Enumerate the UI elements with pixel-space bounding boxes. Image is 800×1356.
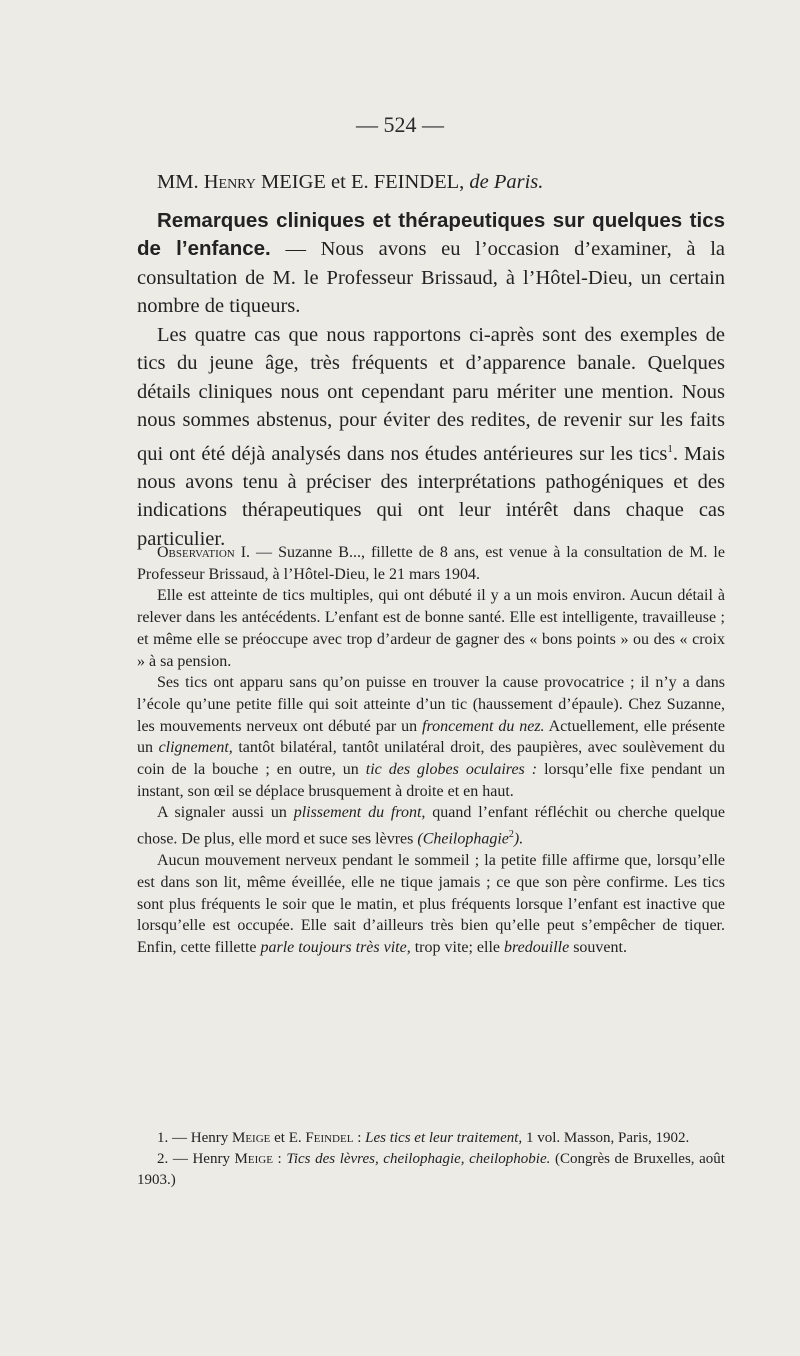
- author-first-name: Henry: [203, 171, 256, 193]
- intro-p2-end: . Mais nous avons tenu à préciser des interprétations pathogéniques et des indications thérapeutiques qui ont leur intérêt dans chaque cas particulier.: [137, 442, 726, 550]
- footnote-2-rest: (Congrès de Bruxelles, août 1903.): [137, 1151, 725, 1188]
- observation-p1-text: — Suzanne B..., fillette de 8 ans, est venue à la consultation de M. le Professeur Brissaud, à l’Hôtel-Dieu, le 21 mars 1904.: [137, 544, 725, 583]
- article-title: Remarques cliniques et thérapeutiques sur quelques tics de l’enfance.: [137, 208, 725, 260]
- obs-p3-d: lorsqu’elle fixe pendant un instant, son œil se déplace brusquement à droite et en haut.: [137, 761, 725, 800]
- obs-p3-em3: tic des globes oculaires :: [365, 761, 538, 779]
- obs-p5-a: Aucun mouvement nerveux pendant le sommeil ; la petite fille affirme que, lorsqu’elle est dans son lit, même éveillée, elle ne tique jamais ; ce que son père confirme. Les tics sont plus fréquents le soir que le matin, et plus fréquents lorsque l’enfant est inactive que lorsqu’elle est occupée. Elle sait d’ailleurs très bien qu’elle peut s’empêcher de tiquer. Enfin, cette fillette: [137, 852, 725, 956]
- intro-paragraph-2: [137, 321, 725, 554]
- footnote-1: [137, 1128, 725, 1149]
- authors-line: [137, 168, 725, 197]
- obs-p4-a: A signaler aussi un: [157, 804, 294, 822]
- intro-p2-text: Les quatre cas que nous rapportons ci-après sont des exemples de tics du jeune âge, très fréquents et d’apparence banale. Quelques détails cliniques nous ont cependant paru mériter une mention. Nous nous sommes abstenus, pour éviter des redites, de revenir sur les faits qui ont été déjà analysés dans nos études antérieures sur les tics: [137, 323, 725, 465]
- authors-affiliation: de Paris.: [469, 171, 544, 193]
- footnote-1-mid: et E.: [270, 1130, 306, 1146]
- obs-p5-c: souvent.: [569, 938, 627, 956]
- footnote-1-title: Les tics et leur traitement,: [365, 1130, 523, 1146]
- obs-p4-em2: (Cheilophagie: [417, 830, 509, 848]
- footnote-2-sep: :: [272, 1151, 287, 1167]
- intro-paragraph-1: [137, 207, 725, 321]
- observation-section: [137, 542, 725, 959]
- intro-p1-text: — Nous avons eu l’occasion d’examiner, à la consultation de M. le Professeur Brissaud, à l’Hôtel-Dieu, un certain nombre de tiqueurs.: [137, 238, 725, 317]
- footnote-1-name2: Feindel: [305, 1130, 354, 1146]
- obs-p3-em2: clignement,: [158, 739, 233, 757]
- obs-p5-b: trop vite; elle: [410, 938, 505, 956]
- observation-paragraph-3: [137, 672, 725, 802]
- obs-p4-end: ).: [513, 830, 524, 848]
- footnote-1-sep: :: [353, 1130, 366, 1146]
- obs-p5-em2: bredouille: [504, 938, 570, 956]
- footnote-ref-2: 2: [508, 829, 514, 841]
- observation-paragraph-5: [137, 850, 725, 959]
- obs-p4-b: quand l’enfant réfléchit ou cherche quelque chose. De plus, elle mord et suce ses lèvres: [137, 804, 726, 848]
- intro-section: [137, 168, 725, 553]
- obs-p3-c: tantôt bilatéral, tantôt unilatéral droit, des paupières, avec soulèvement du coin de la bouche ; en outre, un: [137, 739, 726, 779]
- footnotes: [137, 1128, 725, 1191]
- footnote-2-name1: Meige: [234, 1151, 273, 1167]
- observation-paragraph-4: [137, 802, 725, 850]
- footnote-1-rest: 1 vol. Masson, Paris, 1902.: [522, 1130, 690, 1146]
- footnote-2-num: 2. — Henry: [157, 1151, 235, 1167]
- footnote-1-name1: Meige: [232, 1130, 271, 1146]
- obs-p5-em1: parle toujours très vite,: [260, 938, 411, 956]
- obs-p4-em1: plissement du front,: [293, 804, 426, 822]
- footnote-1-num: 1. — Henry: [157, 1130, 232, 1146]
- footnote-2: [137, 1149, 725, 1191]
- authors-prefix: MM.: [157, 171, 204, 193]
- observation-label: Observation I.: [157, 544, 251, 561]
- obs-p3-em1: froncement du nez.: [422, 717, 545, 735]
- observation-paragraph-2: Elle est atteinte de tics multiples, qui ont débuté il y a un mois environ. Aucun détail à relever dans les antécédents. L’enfant est de bonne santé. Elle est intelligente, travailleuse ; et même elle se préoccupe avec trop d’ardeur de gagner des « bons points » ou des « croix » à sa pension.: [137, 587, 725, 670]
- obs-p3-a: Ses tics ont apparu sans qu’on puisse en trouver la cause provocatrice ; il n’y a dans l’école qu’une petite fille qui soit atteinte d’un tic (haussement d’épaule). Chez Suzanne, les mouvements nerveux ont débuté par un: [137, 674, 725, 735]
- observation-paragraph-1: [137, 542, 725, 585]
- obs-p3-b: Actuellement, elle présente un: [137, 717, 726, 757]
- page-number: — 524 —: [356, 112, 444, 137]
- footnote-ref-1: 1: [667, 442, 673, 455]
- author-names: MEIGE et E. FEINDEL,: [255, 171, 470, 193]
- footnote-2-title: Tics des lèvres, cheilophagie, cheilophobie.: [286, 1151, 551, 1167]
